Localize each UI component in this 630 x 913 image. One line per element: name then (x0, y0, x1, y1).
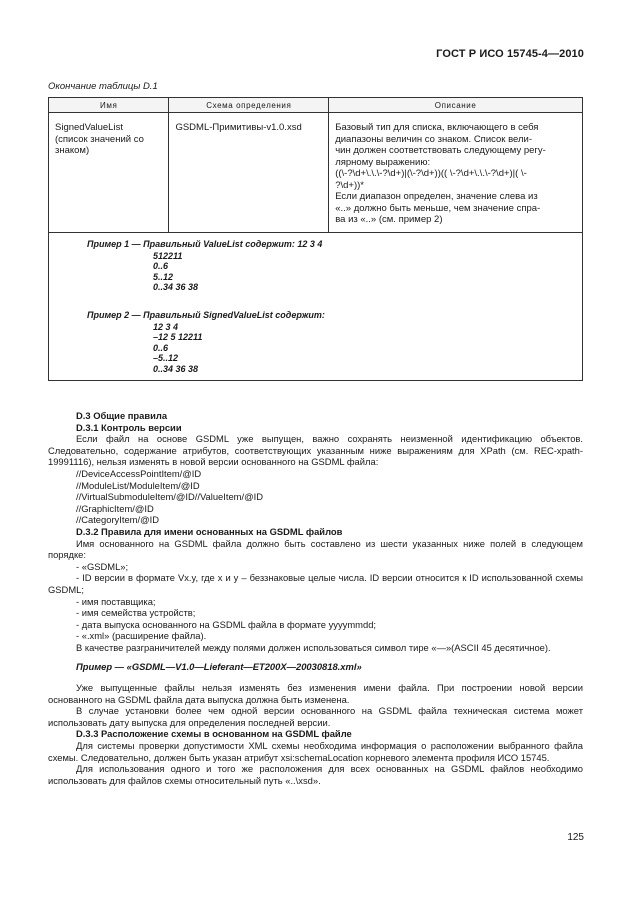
xpath-line: //CategoryItem/@ID (76, 514, 159, 526)
examples-cell (49, 232, 583, 380)
example-value: 12 3 4 (153, 321, 179, 332)
examples-row (49, 232, 583, 380)
table-caption: Окончание таблицы D.1 (48, 81, 158, 92)
subsection-heading: D.3.1 Контроль версии (76, 421, 182, 433)
example-value: 0..6 (153, 342, 169, 353)
desc-line: «..» должно быть меньше, чем значение спра- (335, 202, 541, 214)
list-item: - дата выпуска основанного на GSDML файла в формате yyyymmdd; (76, 618, 377, 630)
paragraph: В случае установки более чем одной версии основанного на GSDML файла техническая система может использовать дату выпуска для определения последней версии. (48, 705, 583, 728)
example-value: 0..34 36 38 (153, 282, 199, 292)
name-line: знаком) (55, 145, 90, 156)
page-header: ГОСТ Р ИСО 15745-4—2010 (436, 48, 584, 60)
body-text (48, 410, 583, 786)
cell-name (49, 113, 169, 233)
xpath-line: //VirtualSubmoduleItem/@ID//ValueItem/@ID (76, 491, 263, 503)
paragraph: Имя основанного на GSDML файла должно быть составлено из шести указанных ниже полей в следующем порядке: (48, 537, 583, 561)
cell-schema (169, 113, 329, 233)
desc-line: диапазоны величин со знаком. Список вели- (335, 133, 532, 145)
table-header-row (49, 98, 583, 113)
list-item: - ID версии в формате Vx.y, где x и y – беззнаковые целые числа. ID версии относится к ID использованной схемы GSDML; (48, 572, 583, 595)
desc-line: лярному выражению: (335, 156, 431, 168)
subsection-heading: D.3.3 Расположение схемы в основанном на GSDML файле (76, 728, 352, 740)
example-1-values (153, 251, 198, 293)
example-2-values (153, 322, 202, 375)
table-row (49, 113, 583, 233)
cell-description (329, 113, 583, 233)
paragraph: Для системы проверки допустимости XML схемы необходима информация о расположении выбранного файла схемы. Следовательно, должен быть указан атрибут xsi:schemaLocation корневого элемента профиля ИСО 15745. (48, 740, 583, 763)
name-line: SignedValueList (55, 122, 123, 133)
desc-line: ва из «..» (см. пример 2) (335, 214, 443, 225)
example-value: –5..12 (153, 353, 179, 363)
list-item: - «.xml» (расширение файла). (76, 630, 207, 642)
paragraph: Для использования одного и того же расположения для всех основанных на GSDML файлов необходимо использовать для файлов схемы относительный путь «..\xsd». (48, 763, 583, 786)
subsection-heading: D.3.2 Правила для имени основанных на GSDML файлов (76, 525, 343, 537)
paragraph: Уже выпущенные файлы нельзя изменять без изменения имени файла. При построении новой версии основанного на GSDML файла дата выпуска должна быть изменена. (48, 682, 583, 705)
desc-line: ?\d+))* (335, 179, 364, 191)
desc-line: Базовый тип для списка, включающего в себя (335, 122, 539, 133)
definition-table (48, 97, 583, 381)
list-item: - «GSDML»; (76, 560, 129, 572)
page-number: 125 (567, 832, 584, 843)
example-1-title: Пример 1 — Правильный ValueList содержит: 12 3 4 (87, 238, 323, 249)
example-value: 0..34 36 38 (153, 363, 199, 374)
list-item: - имя поставщика; (76, 595, 156, 607)
column-header-description: Описание (329, 98, 583, 113)
section-heading: D.3 Общие правила (76, 410, 168, 421)
example-value: 512211 (153, 250, 183, 261)
xpath-line: //GraphicItem/@ID (76, 502, 154, 514)
list-item: - имя семейства устройств; (76, 607, 196, 619)
desc-line: ((\-?\d+\.\.\-?\d+)|(\-?\d+))(( \-?\d+\.\.\-?\d+)|( \- (335, 168, 527, 179)
desc-line: чин должен соответствовать следующему регу- (335, 145, 546, 156)
paragraph: В качестве разграничителей между полями должен использоваться символ тире «—»(ASCII 45 десятичное). (76, 641, 551, 653)
example-value: –12 5 12211 (153, 332, 203, 342)
schema-text: GSDML-Примитивы-v1.0.xsd (175, 122, 302, 133)
name-line: (список значений со (55, 133, 144, 145)
desc-line: Если диапазон определен, значение слева из (335, 191, 538, 202)
example-value: 0..6 (153, 261, 169, 271)
xpath-line: //ModuleList/ModuleItem/@ID (76, 479, 200, 491)
example-value: 5..12 (153, 271, 174, 282)
xpath-line: //DeviceAccessPointItem/@ID (76, 467, 202, 479)
example-filename: Пример — «GSDML—V1.0—Lieferant—ET200X—20030818.xml» (76, 661, 362, 673)
example-2-title: Пример 2 — Правильный SignedValueList содержит: (87, 309, 325, 320)
column-header-schema: Схема определения (169, 98, 329, 113)
paragraph: Если файл на основе GSDML уже выпущен, важно сохранять неизменной идентификацию объектов. Следовательно, содержание атрибутов, соответствующих указанным ниже выражениям для XPath (см. REC-xpath-19991116), нельзя изменять в новой версии основанного на GSDML файла: (48, 433, 583, 468)
column-header-name: Имя (49, 98, 169, 113)
